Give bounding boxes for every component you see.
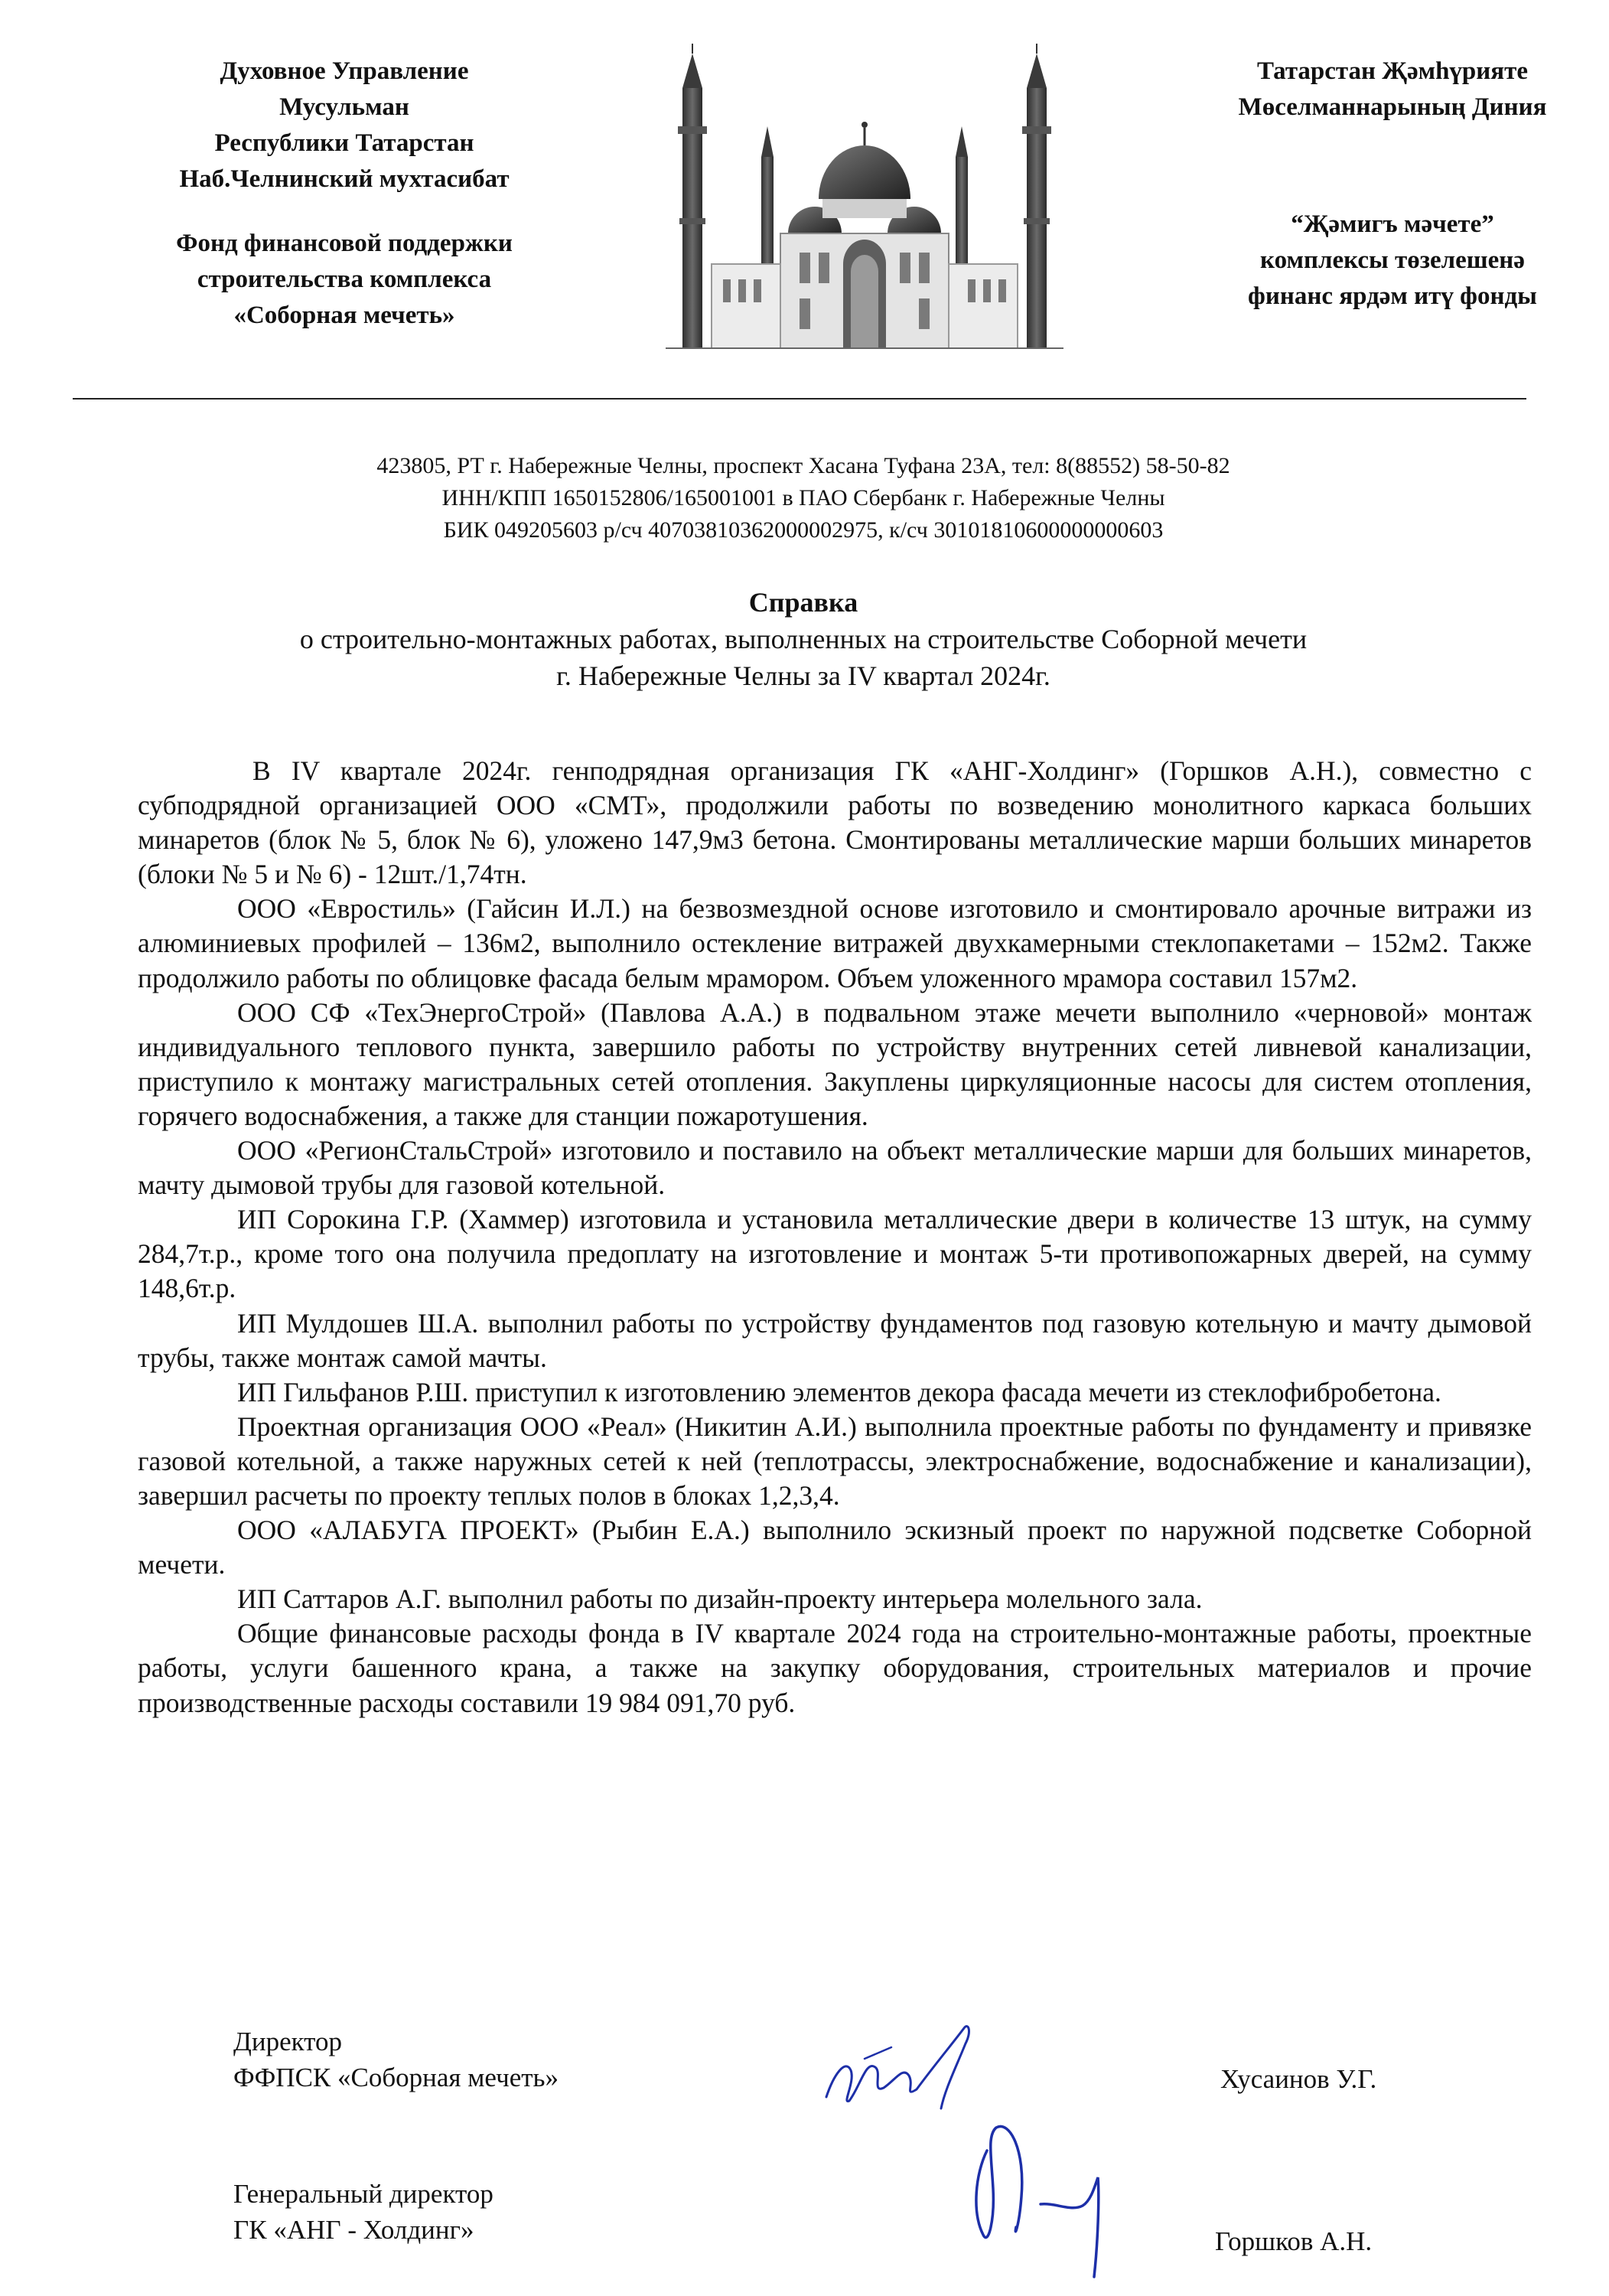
fund-name-ru bbox=[122, 226, 566, 334]
paragraph: ООО «РегионСтальСтрой» изготовило и поставило на объект металлические марши для больших минаретов, мачту дымовой трубы для газовой котельной. bbox=[138, 1135, 1532, 1201]
position-line: ФФПСК «Соборная мечеть» bbox=[233, 2063, 559, 2092]
position-line: Директор bbox=[233, 2027, 343, 2056]
paragraph: ООО СФ «ТехЭнергоСтрой» (Павлова А.А.) в подвальном этаже мечети выполнило «черновой» монтаж индивидуального теплового пункта, завершило работы по устройству внутренних сетей ливневой канализации, приступило к монтажу магистральных сетей отопления. Закуплены циркуляционные насосы для систем отопления, горячего водоснабжения, а также для станции пожаротушения. bbox=[138, 996, 1532, 1131]
paragraph: Проектная организация ООО «Реал» (Никитин А.И.) выполнила проектные работы по фундаменту и привязке газовой котельной, а также наружных сетей к ней (теплотрассы, электроснабжение, водоснабжение и канализации), завершил расчеты по проекту теплых полов в блоках 1,2,3,4. bbox=[138, 1411, 1532, 1511]
signatory-name-general-director: Горшков А.Н. bbox=[1215, 2226, 1373, 2256]
fund-line: строительства комплекса bbox=[197, 266, 492, 293]
org-line: Духовное Управление bbox=[220, 57, 469, 85]
header-divider bbox=[73, 398, 1526, 400]
paragraph: ИП Мулдошев Ш.А. выполнил работы по устройству фундаментов под газовую котельную и мачту дымовой трубы, также монтаж самой мачты. bbox=[138, 1307, 1532, 1373]
signatory-position-general-director bbox=[233, 2176, 493, 2248]
fund-line: Фонд финансовой поддержки bbox=[176, 230, 513, 257]
org-line: Мусульман bbox=[279, 93, 409, 121]
document-body bbox=[138, 754, 1532, 1720]
requisites-line: 423805, РТ г. Набережные Челны, проспект Хасана Туфана 23А, тел: 8(88552) 58-50-82 bbox=[376, 453, 1230, 478]
signatory-position-director bbox=[233, 2024, 559, 2095]
document-subtitle: о строительно-монтажных работах, выполненных на строительстве Соборной мечети bbox=[299, 624, 1308, 654]
requisites bbox=[153, 450, 1454, 546]
paragraph: ИП Саттаров А.Г. выполнил работы по дизайн-проекту интерьера молельного зала. bbox=[237, 1583, 1203, 1615]
fund-line: комплексы төзелешенә bbox=[1260, 246, 1525, 274]
org-line: Мөселманнарының Диния bbox=[1238, 93, 1547, 121]
paragraph: ИП Гильфанов Р.Ш. приступил к изготовлению элементов декора фасада мечети из стеклофибробетона. bbox=[237, 1376, 1441, 1407]
handwritten-signature-2 bbox=[941, 2105, 1132, 2288]
paragraph: ООО «Евростиль» (Гайсин И.Л.) на безвозмездной основе изготовило и смонтировало арочные витражи из алюминиевых профилей – 136м2, выполнило остекление витражей двухкамерными стеклопакетами – 152м2. Также продолжило работы по облицовке фасада белым мрамором. Объем уложенного мрамора составил 157м2. bbox=[138, 893, 1532, 993]
org-line: Татарстан Җәмһүрияте bbox=[1256, 57, 1528, 85]
paragraph: Общие финансовые расходы фонда в IV квартале 2024 года на строительно-монтажные работы, проектные работы, услуги башенного крана, а также на закупку оборудования, строительных материалов и прочие производственные расходы составили 19 984 091,70 руб. bbox=[138, 1618, 1532, 1718]
org-line: Республики Татарстан bbox=[214, 129, 474, 157]
requisites-line: ИНН/КПП 1650152806/165001001 в ПАО Сбербанк г. Набережные Челны bbox=[441, 485, 1165, 510]
fund-name-tt bbox=[1194, 207, 1591, 315]
org-name-ru bbox=[122, 54, 566, 197]
signatory-name-director: Хусаинов У.Г. bbox=[1220, 2064, 1377, 2094]
paragraph: ООО «АЛАБУГА ПРОЕКТ» (Рыбин Е.А.) выполнило эскизный проект по наружной подсветке Соборной мечети. bbox=[138, 1515, 1532, 1580]
mosque-emblem-icon bbox=[666, 42, 1063, 364]
document-title: Справка bbox=[748, 587, 858, 618]
paragraph: ИП Сорокина Г.Р. (Хаммер) изготовила и установила металлические двери в количестве 13 штук, на сумму 284,7т.р., кроме того она получила предоплату на изготовление и монтаж 5-ти противопожарных дверей, на сумму 148,6т.р. bbox=[138, 1204, 1532, 1304]
fund-line: финанс ярдәм итү фонды bbox=[1248, 282, 1537, 310]
document-title-block bbox=[115, 584, 1492, 694]
paragraph: В IV квартале 2024г. генподрядная организация ГК «АНГ-Холдинг» (Горшков А.Н.), совместно с субподрядной организацией ООО «СМТ», продолжили работы по возведению монолитного каркаса больших минаретов (блок № 5, блок № 6), уложено 147,9м3 бетона. Смонтированы металлические марши больших минаретов (блоки № 5 и № 6) - 12шт./1,74тн. bbox=[138, 755, 1532, 890]
org-name-tt bbox=[1194, 54, 1591, 126]
org-line: Наб.Челнинский мухтасибат bbox=[179, 165, 510, 193]
position-line: Генеральный директор bbox=[233, 2179, 493, 2209]
fund-line: “Җәмигъ мәчете” bbox=[1291, 210, 1494, 238]
fund-line: «Соборная мечеть» bbox=[233, 302, 455, 329]
position-line: ГК «АНГ - Холдинг» bbox=[233, 2215, 474, 2245]
document-subtitle: г. Набережные Челны за IV квартал 2024г. bbox=[556, 660, 1050, 691]
requisites-line: БИК 049205603 р/сч 40703810362000002975, к/сч 30101810600000000603 bbox=[443, 517, 1164, 543]
